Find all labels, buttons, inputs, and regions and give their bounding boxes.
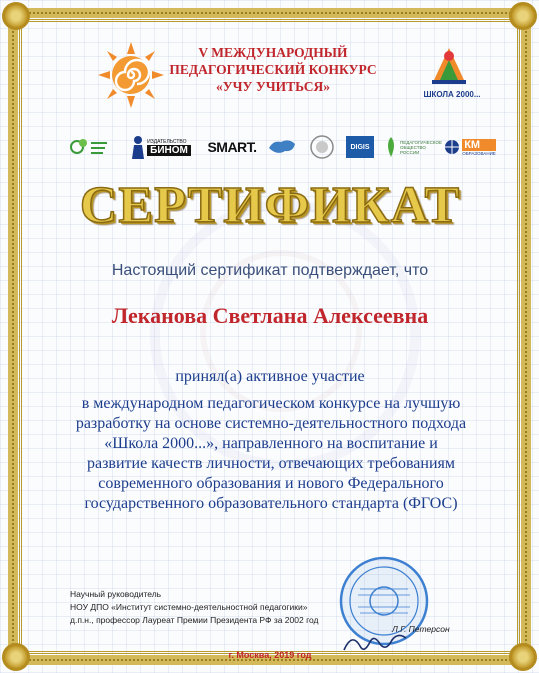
- school-2000-icon: [424, 40, 474, 90]
- binom-logo: [126, 132, 196, 162]
- binom-subtitle: ИЗДАТЕЛЬСТВО: [147, 138, 187, 145]
- intro-text: Настоящий сертификат подтверждает, что: [111, 262, 429, 279]
- ped-society-label: ПЕДАГОГИЧЕСКОЕ ОБЩЕСТВО РОССИИ: [400, 139, 442, 155]
- footer-line-1: Научный руководитель: [70, 589, 162, 599]
- signer-name: Л.Г. Петерсон: [392, 624, 450, 634]
- corner-ornament-icon: [2, 643, 30, 671]
- binom-label: БИНОМ: [147, 145, 191, 156]
- school-2000-logo: [423, 40, 481, 102]
- academy-seal-logo-icon: [306, 132, 338, 162]
- city-year: г. Москва, 2019 год: [228, 650, 312, 660]
- sun-spiral-logo-icon: [96, 40, 166, 110]
- corner-ornament-icon: [2, 2, 30, 30]
- digis-logo: DIGIS: [346, 136, 374, 158]
- description-line: современного образования и нового Федерального: [98, 475, 444, 492]
- contest-title-line-1: V МЕЖДУНАРОДНЫЙ: [198, 45, 348, 60]
- description-line: «Школа 2000...», направленного на воспитание и: [104, 435, 438, 452]
- globe-icon: [444, 139, 460, 155]
- km-logo: [444, 132, 496, 162]
- corner-ornament-icon: [509, 2, 537, 30]
- corner-ornament-icon: [509, 643, 537, 671]
- certificate-title: СЕРТИФИКАТ: [79, 177, 461, 234]
- eco-partner-logo-icon: [66, 132, 112, 162]
- participation-text: принял(а) активное участие: [175, 368, 365, 385]
- partner-logos: [66, 132, 496, 162]
- description-text: [48, 394, 494, 514]
- leaf-icon: [384, 136, 398, 158]
- recipient-name: Леканова Светлана Алексеевна: [111, 303, 429, 328]
- binom-figure-icon: [131, 135, 145, 159]
- russia-map-logo-icon: [266, 132, 298, 162]
- footer-line-3: д.п.н., профессор Лауреат Премии Президента РФ за 2002 год: [70, 615, 319, 625]
- km-label: КМ: [462, 139, 496, 151]
- contest-title: [168, 44, 378, 95]
- description-line: в международном педагогическом конкурсе на лучшую: [81, 395, 461, 412]
- km-subtitle: ОБРАЗОВАНИЕ: [462, 150, 496, 156]
- school-2000-text: ШКОЛА 2000...: [423, 90, 481, 99]
- contest-title-line-3: «УЧУ УЧИТЬСЯ»: [215, 79, 330, 94]
- ped-society-logo: [384, 132, 442, 162]
- footer-line-2: НОУ ДПО «Институт системно-деятельностной педагогики»: [70, 602, 308, 612]
- description-line: государственного образовательного стандарта (ФГОС): [84, 495, 458, 512]
- smart-logo: SMART.: [207, 139, 257, 155]
- contest-title-line-2: ПЕДАГОГИЧЕСКИЙ КОНКУРС: [169, 62, 377, 77]
- description-line: разработку на основе системно-деятельностного подхода: [75, 415, 467, 432]
- footer-credits: [70, 588, 490, 627]
- description-line: развитие качеств личности, отвечающих требованиям: [86, 455, 455, 472]
